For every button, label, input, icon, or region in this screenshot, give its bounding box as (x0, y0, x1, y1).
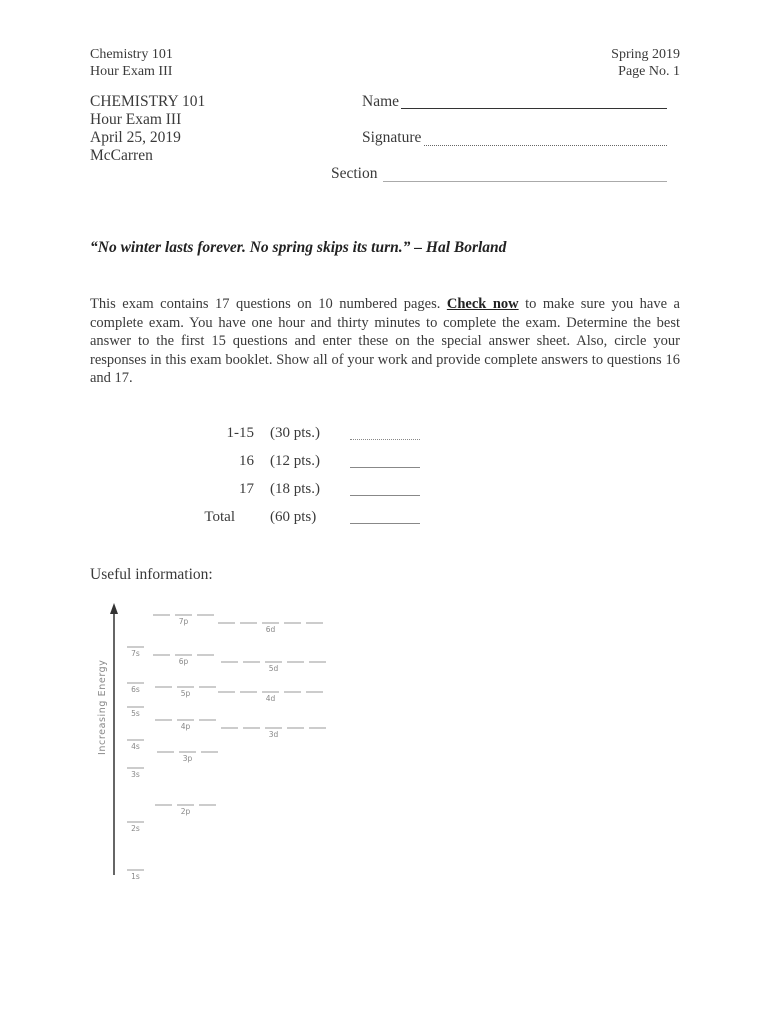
score-total-label: Total (204, 509, 235, 525)
orbital-label-3d: 3d (268, 730, 279, 739)
score-table (170, 425, 420, 537)
score-question: 16 (239, 453, 254, 469)
score-points: (60 pts) (270, 509, 317, 525)
header-left (90, 46, 173, 80)
score-row (170, 425, 420, 453)
title-course: CHEMISTRY 101 (90, 93, 206, 110)
score-row (170, 453, 420, 481)
score-row (170, 509, 420, 537)
header-page: Page No. 1 (618, 64, 680, 79)
useful-info-label: Useful information: (90, 566, 213, 583)
orbital-label-2s: 2s (131, 824, 140, 833)
section-field[interactable] (383, 181, 667, 182)
check-now-emphasis: Check now (446, 296, 519, 312)
orbital-label-7p: 7p (178, 617, 189, 626)
score-points: (30 pts.) (270, 425, 320, 441)
energy-diagram (90, 600, 350, 890)
instructions (90, 295, 680, 388)
orbital-label-1s: 1s (131, 872, 140, 881)
section-label: Section (331, 165, 378, 182)
quote: “No winter lasts forever. No spring skips its turn.” – Hal Borland (90, 239, 507, 256)
orbital-label-6d: 6d (265, 625, 276, 634)
header-exam: Hour Exam III (90, 64, 173, 79)
instructions-part1: This exam contains 17 questions on 10 numbered pages. (90, 296, 447, 312)
orbital-label-5d: 5d (268, 664, 279, 673)
signature-label: Signature (362, 129, 422, 146)
header-course: Chemistry 101 (90, 47, 173, 62)
orbital-label-2p: 2p (180, 807, 191, 816)
title-block (90, 93, 205, 165)
title-date: April 25, 2019 (90, 129, 181, 146)
score-question: 1-15 (226, 425, 254, 441)
score-points: (18 pts.) (270, 481, 320, 497)
orbital-label-6s: 6s (131, 685, 140, 694)
name-label: Name (362, 93, 400, 110)
orbital-label-3s: 3s (131, 770, 140, 779)
score-blank[interactable] (350, 425, 420, 453)
header-right (611, 46, 680, 80)
orbital-label-5p: 5p (180, 689, 191, 698)
orbital-label-5s: 5s (131, 709, 140, 718)
score-blank[interactable] (350, 481, 420, 509)
orbital-label-4p: 4p (180, 722, 191, 731)
axis-label: Increasing Energy (97, 659, 108, 755)
header-term: Spring 2019 (611, 47, 680, 62)
orbital-label-6p: 6p (178, 657, 189, 666)
orbital-label-4d: 4d (265, 694, 276, 703)
score-points: (12 pts.) (270, 453, 320, 469)
orbital-label-7s: 7s (131, 649, 140, 658)
title-instructor: McCarren (90, 147, 153, 164)
instructions-part2: to make sure you have a complete exam. You have one hour and thirty minutes to complete the exam. Determine the best answer to the first 15 questions and enter these on the special answer sheet. Also, circle your responses in this exam booklet. Show all of your work and provide complete answers to questions 16 and 17. (90, 296, 680, 386)
name-field[interactable] (401, 108, 667, 109)
title-exam: Hour Exam III (90, 111, 182, 128)
orbital-label-3p: 3p (182, 754, 193, 763)
score-question: 17 (239, 481, 254, 497)
score-row (170, 481, 420, 509)
orbital-label-4s: 4s (131, 742, 140, 751)
score-blank[interactable] (350, 453, 420, 481)
arrow-icon (110, 603, 118, 614)
score-blank[interactable] (350, 509, 420, 537)
signature-field[interactable] (424, 145, 667, 146)
